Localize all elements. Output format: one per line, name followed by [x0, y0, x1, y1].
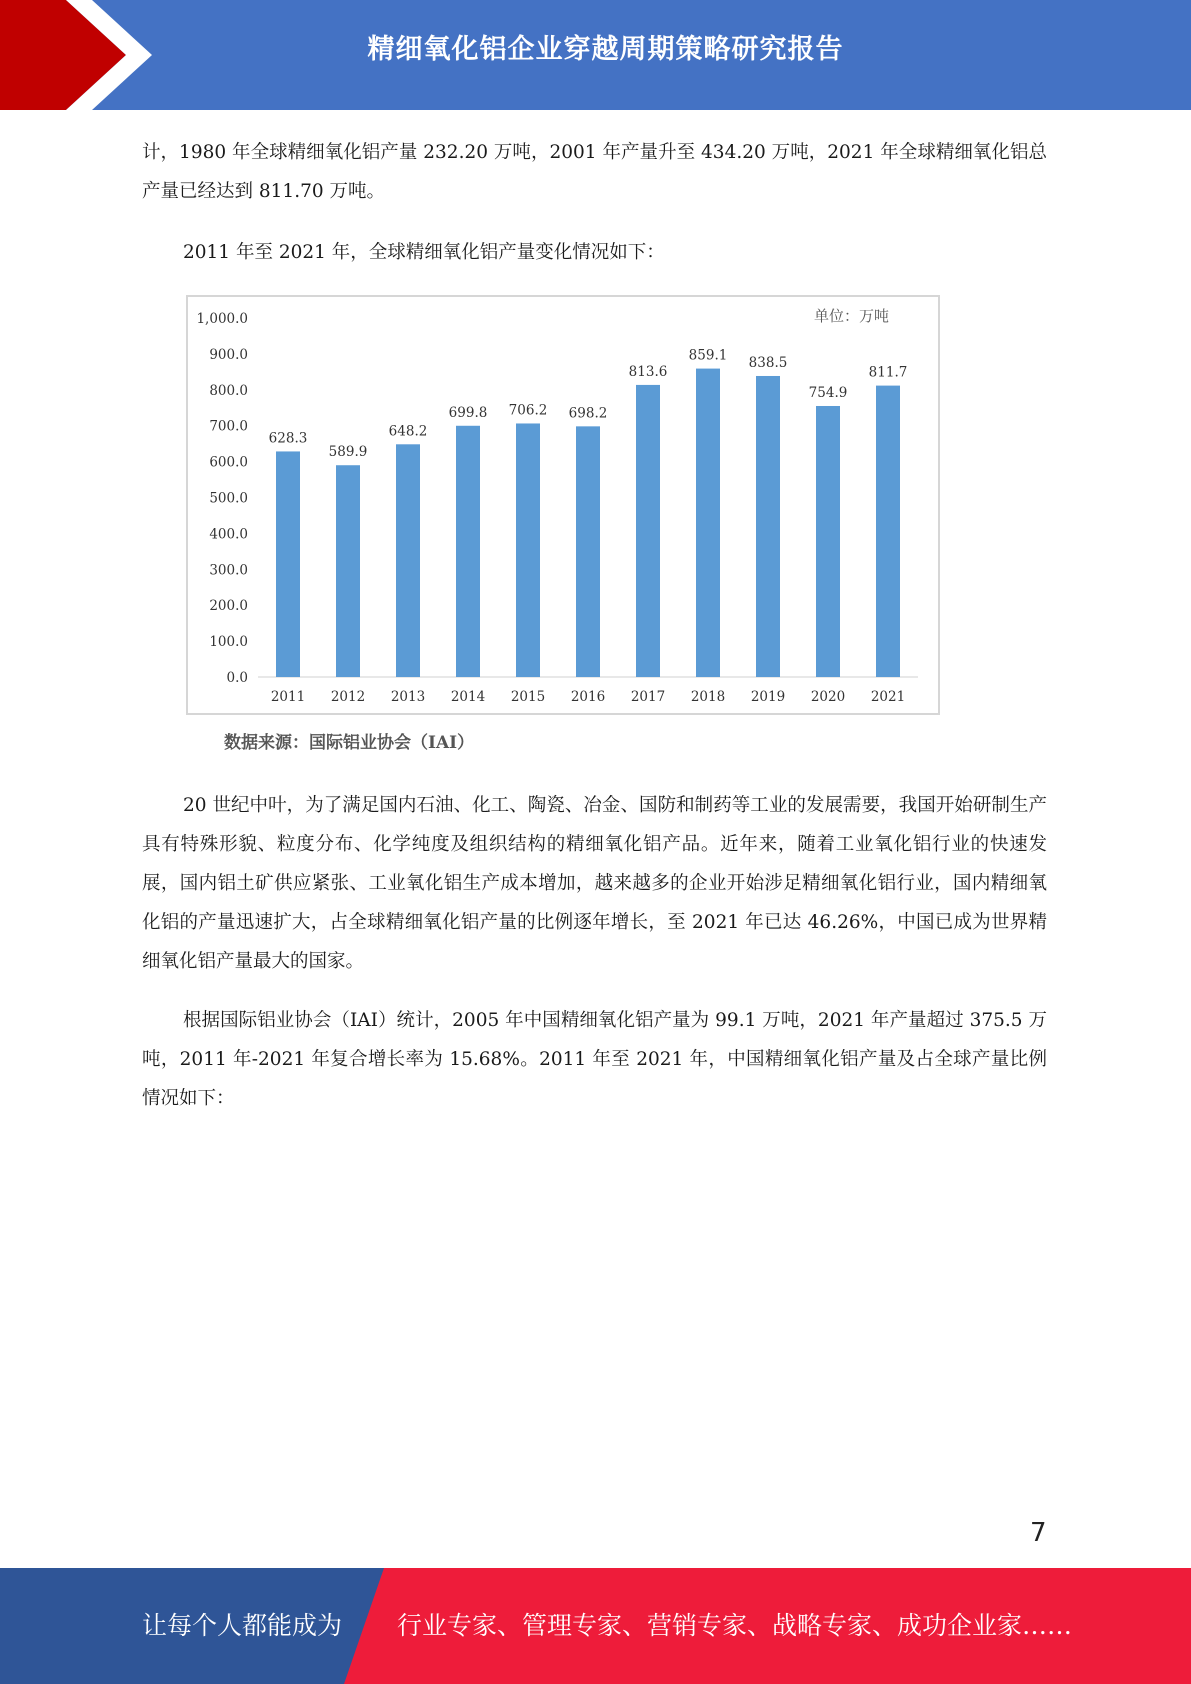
y-tick-label: 200.0	[209, 598, 248, 615]
bar-chart-svg	[188, 297, 938, 713]
y-tick-label: 100.0	[209, 634, 248, 651]
x-tick-label: 2012	[330, 689, 366, 705]
bar	[396, 444, 420, 677]
y-tick-label: 800.0	[209, 382, 248, 399]
y-tick-label: 500.0	[209, 490, 248, 507]
chart-unit-label: 单位：万吨	[814, 307, 890, 325]
paragraph-global-output: 计，1980 年全球精细氧化铝产量 232.20 万吨，2001 年产量升至 434.20 万吨，2021 年全球精细氧化铝总产量已经达到 811.70 万吨。	[142, 142, 1047, 202]
bar-value-label: 859.1	[688, 347, 728, 364]
paragraph-china-output: 根据国际铝业协会（IAI）统计，2005 年中国精细氧化铝产量为 99.1 万吨，2021 年产量超过 375.5 万吨，2011 年-2021 年复合增长率为 15.68%。2011 年至 2021 年，中国精细氧化铝产量及占全球产量比例情况如下：	[142, 1010, 1047, 1109]
x-axis	[271, 689, 905, 705]
bar-value-label: 706.2	[508, 402, 548, 419]
bar-value-label: 813.6	[628, 363, 668, 380]
bar-chart	[186, 295, 940, 715]
y-tick-label: 1,000.0	[196, 311, 248, 327]
bar	[336, 465, 360, 677]
header-title: 精细氧化铝企业穿越周期策略研究报告	[367, 34, 844, 65]
bar-value-label: 811.7	[868, 364, 908, 381]
y-axis	[196, 311, 248, 686]
y-tick-label: 0.0	[226, 670, 248, 686]
bar	[816, 406, 840, 677]
x-tick-label: 2019	[750, 689, 786, 705]
bar	[276, 451, 300, 677]
paragraph-chart-intro: 2011 年至 2021 年，全球精细氧化铝产量变化情况如下：	[183, 242, 665, 263]
footer-slogan-right: 行业专家、管理专家、营销专家、战略专家、成功企业家……	[397, 1611, 1073, 1640]
y-tick-label: 400.0	[209, 526, 248, 543]
x-tick-label: 2015	[510, 689, 546, 705]
footer-band	[0, 1568, 1191, 1684]
bar-value-label: 838.5	[748, 354, 788, 371]
bar-value-label: 699.8	[448, 404, 488, 421]
bar	[636, 385, 660, 677]
bar	[696, 369, 720, 677]
x-tick-label: 2021	[870, 689, 906, 705]
x-tick-label: 2014	[450, 689, 486, 705]
bar-value-label: 628.3	[268, 430, 308, 447]
footer-slogan-left: 让每个人都能成为	[142, 1611, 343, 1640]
bar-value-label: 698.2	[568, 405, 608, 422]
header-band	[0, 0, 1191, 110]
chart-source: 数据来源：国际铝业协会（IAI）	[224, 733, 475, 753]
bar-value-label: 754.9	[808, 384, 848, 401]
paragraph-china-history: 20 世纪中叶，为了满足国内石油、化工、陶瓷、冶金、国防和制药等工业的发展需要，我国开始研制生产具有特殊形貌、粒度分布、化学纯度及组织结构的精细氧化铝产品。近年来，随着工业氧化铝行业的快速发展，国内铝土矿供应紧张、工业氧化铝生产成本增加，越来越多的企业开始涉足精细氧化铝行业，国内精细氧化铝的产量迅速扩大，占全球精细氧化铝产量的比例逐年增长，至 2021 年已达 46.26%，中国已成为世界精细氧化铝产量最大的国家。	[142, 795, 1047, 972]
bar	[576, 426, 600, 677]
x-tick-label: 2016	[570, 689, 606, 705]
bar	[876, 386, 900, 677]
bar-value-label: 589.9	[328, 444, 368, 461]
bar	[516, 423, 540, 677]
y-tick-label: 600.0	[209, 454, 248, 471]
y-tick-label: 300.0	[209, 562, 248, 579]
x-tick-label: 2013	[390, 689, 426, 705]
x-tick-label: 2011	[270, 689, 306, 705]
y-tick-label: 700.0	[209, 418, 248, 435]
x-tick-label: 2017	[630, 689, 666, 705]
bar	[456, 426, 480, 677]
x-tick-label: 2018	[690, 689, 726, 705]
x-tick-label: 2020	[810, 689, 846, 705]
bar	[756, 376, 780, 677]
y-tick-label: 900.0	[209, 346, 248, 363]
bar-value-label: 648.2	[388, 423, 428, 440]
page-number: 7	[1030, 1518, 1047, 1548]
